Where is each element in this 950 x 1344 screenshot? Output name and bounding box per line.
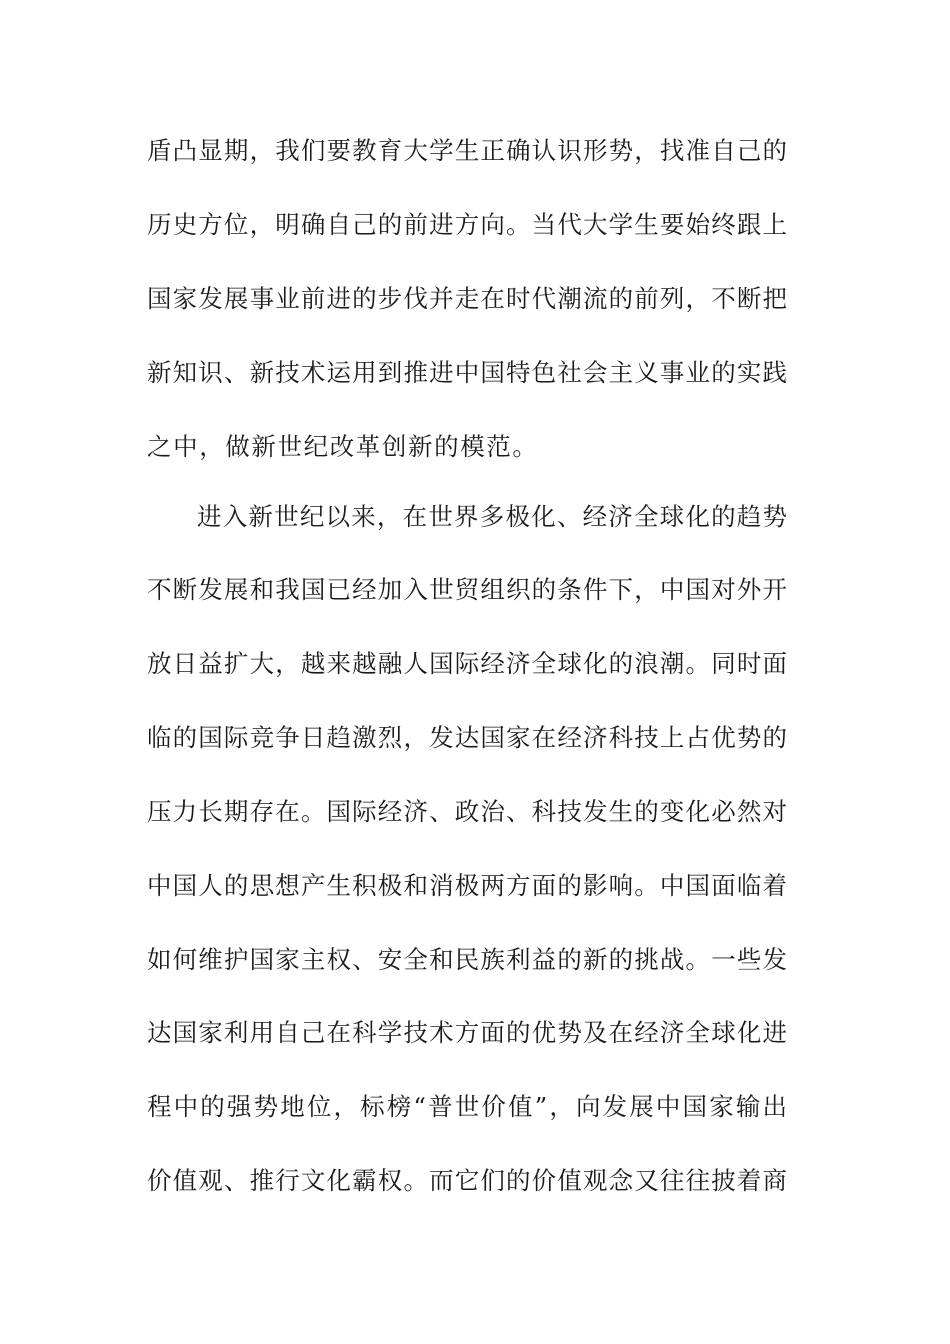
text-line: 程中的强势地位，标榜“普世价值”，向发展中国家输出 (147, 1092, 787, 1121)
text-line: 之中，做新世纪改革创新的模范。 (147, 432, 539, 461)
text-line: 历史方位，明确自己的前进方向。当代大学生要始终跟上 (147, 210, 787, 239)
text-line: 压力长期存在。国际经济、政治、科技发生的变化必然对 (147, 797, 787, 826)
text-line: 不断发展和我国已经加入世贸组织的条件下，中国对外开 (147, 575, 787, 604)
text-line: 新知识、新技术运用到推进中国特色社会主义事业的实践 (147, 358, 787, 387)
text-line: 达国家利用自己在科学技术方面的优势及在经济全球化进 (147, 1018, 787, 1047)
text-line: 放日益扩大，越来越融人国际经济全球化的浪潮。同时面 (147, 649, 787, 678)
text-line: 价值观、推行文化霸权。而它们的价值观念又往往披着商 (147, 1166, 787, 1195)
text-line: 如何维护国家主权、安全和民族利益的新的挑战。一些发 (147, 945, 787, 974)
text-line: 中国人的思想产生积极和消极两方面的影响。中国面临着 (147, 871, 787, 900)
text-line: 国家发展事业前进的步伐并走在时代潮流的前列，不断把 (147, 284, 787, 313)
text-line: 临的国际竞争日趋激烈，发达国家在经济科技上占优势的 (147, 723, 787, 752)
text-line: 进入新世纪以来，在世界多极化、经济全球化的趋势 (197, 502, 787, 531)
text-line: 盾凸显期，我们要教育大学生正确认识形势，找准自己的 (147, 136, 787, 165)
